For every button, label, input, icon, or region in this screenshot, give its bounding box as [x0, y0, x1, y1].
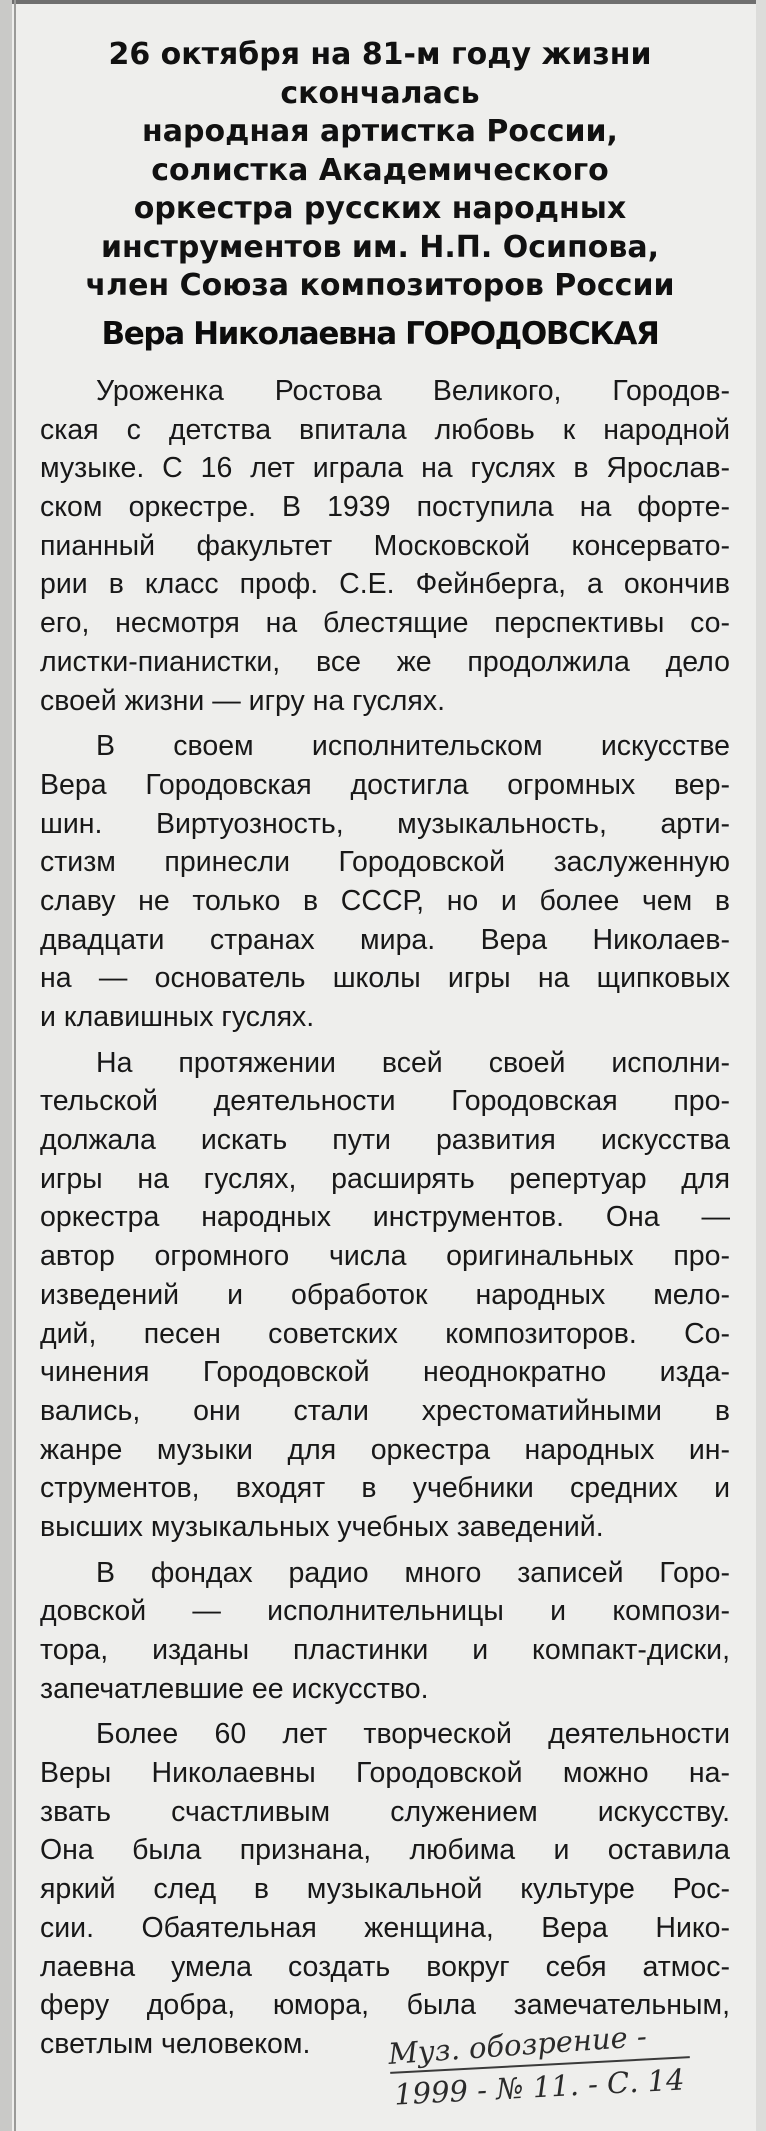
article-paragraph [40, 1715, 730, 2063]
paragraph-line: его, несмотря на блестящие перспективы со- [40, 607, 730, 640]
article-paragraph [40, 372, 730, 720]
paragraph-line: Веры Николаевны Городовской можно на- [40, 1757, 730, 1790]
paragraph-line: изведений и обработок народных мело- [40, 1278, 730, 1311]
paragraph-line: своей жизни — игру на гуслях. [40, 684, 445, 717]
person-name: Вера Николаевна ГОРОДОВСКАЯ [101, 316, 659, 352]
paragraph-line: рии в класс проф. С.Е. Фейнберга, а окончив [40, 568, 730, 601]
article-body [40, 372, 730, 2071]
paragraph-line: автор огромного числа оригинальных про- [40, 1240, 730, 1273]
headline-line: оркестра русских народных [133, 191, 627, 226]
paragraph-line: тельской деятельности Городовская про- [40, 1085, 730, 1118]
paragraph-line: В своем исполнительском искусстве [96, 730, 730, 763]
paragraph-line: высших музыкальных учебных заведений. [40, 1510, 604, 1543]
paragraph-line: на — основатель школы игры на щипковых [40, 962, 730, 995]
paragraph-line: шин. Виртуозность, музыкальность, арти- [40, 807, 730, 840]
top-border-rule [0, 0, 766, 4]
article-paragraph [40, 1554, 730, 1709]
article-paragraph [40, 727, 730, 1037]
paragraph-line: листки-пианистки, все же продолжила дело [40, 645, 730, 678]
paragraph-line: вались, они стали хрестоматийными в [40, 1394, 730, 1427]
paragraph-line: запечатлевшие ее искусство. [40, 1672, 429, 1705]
paragraph-line: должала искать пути развития искусства [40, 1124, 730, 1157]
paragraph-line: На протяжении всей своей исполни- [96, 1046, 730, 1079]
paragraph-line: и клавишных гуслях. [40, 1001, 315, 1033]
paragraph-line: довской — исполнительницы и компози- [40, 1595, 730, 1628]
paragraph-line: игры на гуслях, расширять репертуар для [40, 1162, 730, 1195]
paragraph-line: славу не только в СССР, но и более чем в [40, 884, 730, 917]
paragraph-line: тора, изданы пластинки и компакт-диски, [40, 1634, 730, 1666]
paragraph-line: музыке. С 16 лет играла на гуслях в Ярослав- [40, 452, 730, 485]
paragraph-line: жанре музыки для оркестра народных ин- [40, 1433, 730, 1466]
headline-line: скончалась [280, 75, 480, 111]
headline-line: солистка Академического [151, 152, 609, 188]
paragraph-line: Она была признана, любима и оставила [40, 1834, 730, 1867]
paragraph-line: чинения Городовской неоднократно изда- [40, 1356, 730, 1389]
paragraph-line: светлым человеком. [40, 2027, 311, 2060]
headline-line: народная артистка России, [142, 114, 618, 149]
paragraph-line: двадцати странах мира. Вера Николаев- [40, 923, 730, 956]
handwritten-citation-line: 1999 - № 11. - С. 14 [393, 2062, 686, 2112]
handwritten-citation-line: Муз. обозрение - [387, 2019, 648, 2071]
paragraph-line: пианный факультет Московской консервато- [40, 529, 730, 562]
left-margin-strip [0, 0, 12, 2131]
paragraph-line: звать счастливым служением искусству. [40, 1795, 730, 1828]
paragraph-line: ская с детства впитала любовь к народной [40, 413, 730, 446]
paragraph-line: Вера Городовская достигла огромных вер- [40, 768, 730, 801]
article-paragraph [40, 1044, 730, 1547]
right-edge-strip [756, 0, 766, 2131]
obituary-headline [30, 36, 730, 306]
paragraph-line: В фондах радио много записей Горо- [96, 1556, 730, 1589]
paragraph-line: Более 60 лет творческой деятельности [96, 1718, 730, 1751]
left-border-rule [14, 0, 16, 2131]
paragraph-line: Уроженка Ростова Великого, Городов- [96, 375, 730, 407]
headline-line: член Союза композиторов России [85, 268, 675, 303]
headline-line: 26 октября на 81-м году жизни [108, 37, 652, 72]
paragraph-line: ском оркестре. В 1939 поступила на форте- [40, 491, 730, 524]
paragraph-line: стизм принесли Городовской заслуженную [40, 846, 730, 879]
paragraph-line: лаевна умела создать вокруг себя атмос- [40, 1950, 730, 1983]
paragraph-line: оркестра народных инструментов. Она — [40, 1201, 730, 1234]
paragraph-line: струментов, входят в учебники средних и [40, 1472, 730, 1505]
headline-line: инструментов им. Н.П. Осипова, [100, 229, 660, 265]
paragraph-line: сии. Обаятельная женщина, Вера Нико- [40, 1911, 730, 1944]
paragraph-line: феру добра, юмора, была замечательным, [40, 1989, 730, 2022]
paragraph-line: дий, песен советских композиторов. Со- [40, 1317, 730, 1350]
handwritten-citation [387, 2019, 748, 2128]
paragraph-line: яркий след в музыкальной культуре Рос- [40, 1873, 730, 1906]
